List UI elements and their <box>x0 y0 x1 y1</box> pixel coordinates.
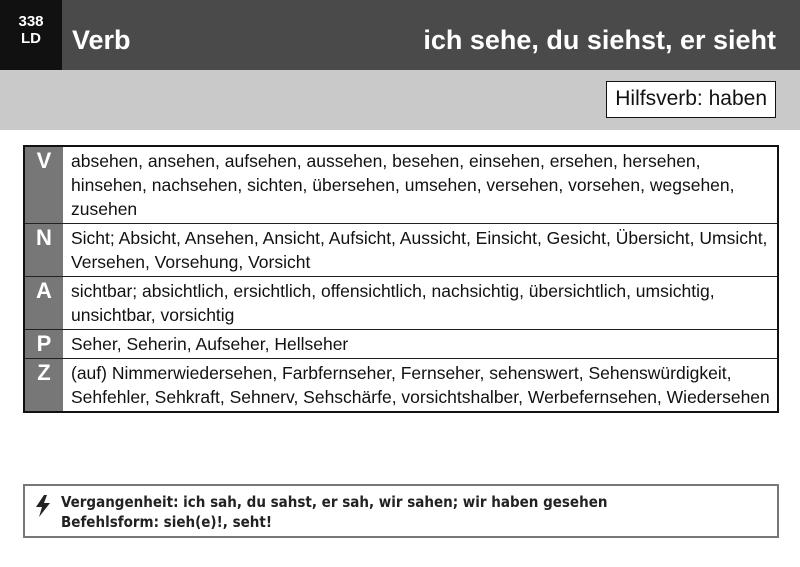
row-words-persons: Seher, Seherin, Aufseher, Hellseher <box>63 330 777 358</box>
row-words-verbs: absehen, ansehen, aufsehen, aussehen, besehen, einsehen, ersehen, hersehen, hinsehen, nachsehen, sichten, übersehen, umsehen, versehen, vorsehen, wegsehen, zusehen <box>63 147 777 223</box>
table-row <box>25 223 777 276</box>
table-row <box>25 147 777 223</box>
header-bar <box>0 0 800 70</box>
row-words-compounds: (auf) Nimmerwiedersehen, Farbfernseher, Fernseher, sehenswert, Sehenswürdigkeit, Sehfehler, Sehkraft, Sehnerv, Sehschärfe, vorsichtshalber, Werbefernsehen, Wiedersehen <box>63 359 777 411</box>
row-words-adjectives: sichtbar; absichtlich, ersichtlich, offensichtlich, nachsichtig, übersichtlich, umsichtig, unsichtbar, vorsichtig <box>63 277 777 329</box>
page-code: LD <box>21 30 41 47</box>
row-letter-p: P <box>25 330 63 358</box>
table-row <box>25 329 777 358</box>
row-letter-a: A <box>25 277 63 329</box>
row-words-nouns: Sicht; Absicht, Ansehen, Ansicht, Aufsicht, Aussicht, Einsicht, Gesicht, Übersicht, Umsicht, Versehen, Vorsehung, Vorsicht <box>63 224 777 276</box>
conjugation-forms: ich sehe, du siehst, er sieht <box>423 25 776 55</box>
word-family-table <box>23 145 779 413</box>
grammar-info-box <box>23 484 779 538</box>
row-letter-n: N <box>25 224 63 276</box>
word-class-title: Verb <box>72 25 131 55</box>
imperative-line: Befehlsform: sieh(e)!, seht! <box>61 513 272 531</box>
past-tense-line: Vergangenheit: ich sah, du sahst, er sah, wir sahen; wir haben gesehen <box>61 493 608 511</box>
auxiliary-verb-box: Hilfsverb: haben <box>606 81 776 118</box>
table-row <box>25 358 777 411</box>
lightning-icon <box>33 494 53 518</box>
page-number-badge <box>0 0 62 70</box>
table-row <box>25 276 777 329</box>
row-letter-v: V <box>25 147 63 223</box>
row-letter-z: Z <box>25 359 63 411</box>
page-number: 338 <box>18 13 44 30</box>
